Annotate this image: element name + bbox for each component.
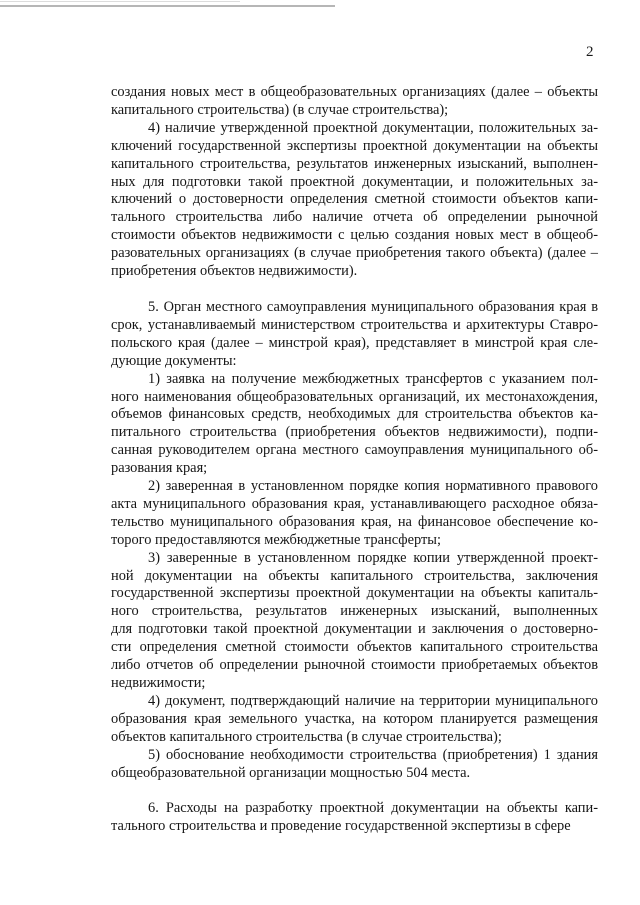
text-line: тального строительства и проведение государственной экспертизы в сфере — [111, 818, 571, 835]
paragraph-gap — [111, 782, 598, 800]
text-line: либо отчетов об определении рыночной стоимости приобретаемых объектов — [111, 657, 598, 674]
paragraph — [111, 550, 598, 693]
text-line: объектов капитального строительства (в случае строительства); — [111, 728, 502, 745]
text-line: 4) документ, подтверждающий наличие на территории муниципального — [148, 692, 598, 709]
page-number: 2 — [586, 44, 594, 60]
text-line: тельство муниципального образования края, на финансовое обеспечение ко- — [111, 513, 598, 530]
paragraph — [111, 120, 598, 281]
text-line: государственной экспертизы проектной документации на объекты капиталь- — [111, 585, 598, 602]
text-line: тального строительства либо наличие отчета об определении рыночной — [111, 209, 598, 226]
text-line: 5. Орган местного самоуправления муниципального образования края в — [148, 298, 598, 315]
text-line: капитального строительства, результатов инженерных изысканий, выполнен- — [111, 155, 598, 172]
text-line: дующие документы: — [111, 352, 237, 369]
text-line: приобретения объектов недвижимости). — [111, 263, 358, 280]
paragraph — [111, 371, 598, 478]
scan-artifact-line — [0, 5, 335, 7]
text-line: капитального строительства) (в случае строительства); — [111, 101, 449, 118]
text-line: питального строительства (приобретения объектов недвижимости), подпи- — [111, 424, 598, 441]
text-line: 1) заявка на получение межбюджетных трансфертов с указанием пол- — [148, 370, 598, 387]
text-line: торого предоставляются межбюджетные трансферты; — [111, 531, 441, 548]
paragraph — [111, 693, 598, 747]
text-line: ных для подготовки такой проектной документации, и положительных за- — [111, 173, 598, 190]
text-line: ной документации на объекты капитального строительства, заключения — [111, 567, 598, 584]
text-line: недвижимости; — [111, 675, 206, 691]
scan-artifact-line-faint — [0, 1, 240, 2]
text-line: разовательных организациях (в случае приобретения такого объекта) (далее – — [111, 245, 598, 262]
text-line: 2) заверенная в установленном порядке копия нормативного правового — [148, 478, 598, 495]
text-line: для подготовки такой проектной документации и заключения о достоверно- — [111, 621, 598, 638]
text-line: общеобразовательной организации мощностью 504 места. — [111, 764, 471, 781]
paragraph-gap — [111, 281, 598, 299]
text-line: 4) наличие утвержденной проектной документации, положительных за- — [148, 119, 598, 136]
text-line: польского края (далее – минстрой края), представляет в минстрой края сле- — [111, 334, 598, 351]
text-line: стоимости объектов недвижимости с целью создания новых мест в общеоб- — [111, 227, 598, 244]
text-line: создания новых мест в общеобразовательных организациях (далее – объекты — [111, 84, 598, 100]
text-line: 5) обоснование необходимости строительства (приобретения) 1 здания — [148, 746, 598, 763]
paragraph — [111, 747, 598, 783]
text-line: 6. Расходы на разработку проектной документации на объекты капи- — [148, 800, 598, 817]
text-line: ключений государственной экспертизы проектной документации на объекты — [111, 137, 598, 154]
paragraph — [111, 478, 598, 550]
paragraph — [111, 299, 598, 371]
paragraph — [111, 800, 598, 836]
text-line: санная руководителем органа местного самоуправления муниципального об- — [111, 442, 598, 459]
text-line: ключений о достоверности определения сметной стоимости объектов капи- — [111, 191, 598, 208]
paragraph — [111, 84, 598, 120]
text-line: срок, устанавливаемый министерством строительства и архитектуры Ставро- — [111, 316, 598, 333]
text-line: сти определения сметной стоимости объектов капитального строительства — [111, 639, 598, 656]
text-line: образования края земельного участка, на котором планируется размещения — [111, 710, 598, 727]
text-line: ного строительства, результатов инженерных изысканий, выполненных — [111, 603, 598, 620]
document-body — [111, 84, 598, 836]
text-line: разования края; — [111, 460, 208, 477]
text-line: акта муниципального образования края, устанавливающего расходное обяза- — [111, 495, 598, 512]
text-line: 3) заверенные в установленном порядке копии утвержденной проект- — [148, 549, 598, 566]
text-line: объемов финансовых средств, необходимых для строительства объектов ка- — [111, 406, 598, 423]
text-line: ного наименования общеобразовательных организаций, их местонахождения, — [111, 388, 598, 405]
